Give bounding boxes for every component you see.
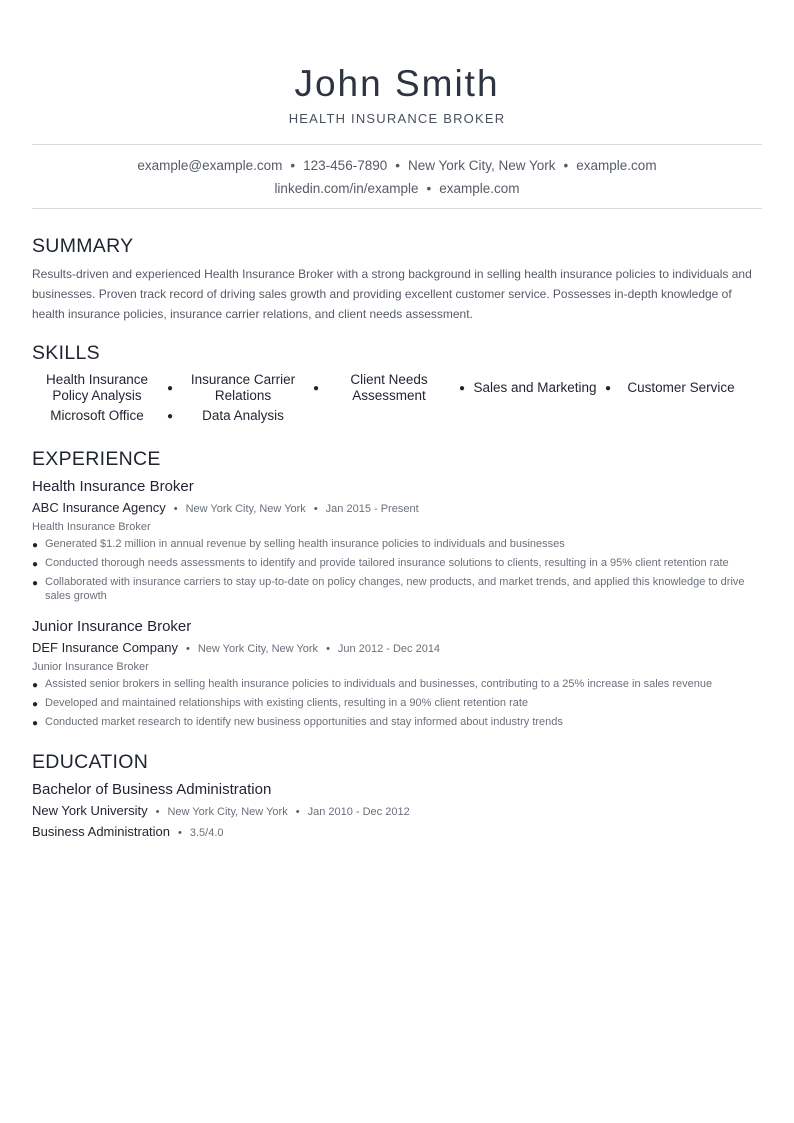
job-bullets [32,677,762,729]
summary-heading: SUMMARY [32,235,134,257]
meta-separator: • [326,643,330,655]
education-meta [32,802,762,821]
job-location: New York City, New York [185,503,306,515]
job-company: ABC Insurance Agency [32,500,166,515]
job-bullet-text: Collaborated with insurance carriers to stay up-to-date on policy changes, new products, and market trends, and applied this knowledge to drive sales growth [45,576,745,602]
skills-row [32,406,762,426]
skill-separator: ● [604,382,612,394]
meta-separator: • [313,503,318,515]
skill-separator: ● [166,410,174,422]
job-bullet [32,677,762,691]
meta-separator: • [173,503,178,515]
skills-list [32,370,762,426]
contact-separator: • [563,158,569,173]
job-meta [32,639,762,658]
meta-separator: • [185,643,190,655]
job-meta [32,499,762,518]
job-bullets [32,537,762,603]
contact-separator: • [395,158,400,173]
bullet-dot: ● [32,680,39,691]
contact-line-1 [32,154,762,177]
skill-item: Data Analysis [202,408,284,423]
job-role: Junior Insurance Broker [32,618,192,635]
job-bullet [32,556,762,570]
contact-website-2[interactable]: example.com [439,181,520,196]
job-company: DEF Insurance Company [32,640,178,655]
bullet-dot: ● [32,578,39,589]
education-gpa: 3.5/4.0 [189,827,224,839]
education-entry [32,780,762,842]
job-bullet-text: Developed and maintained relationships with existing clients, resulting in a 90% client retention rate [45,697,529,709]
contact-linkedin[interactable]: linkedin.com/in/example [274,181,419,196]
job-bullet [32,537,762,551]
job-bullet [32,575,762,603]
contact-location: New York City, New York [407,158,556,173]
education-degree: Bachelor of Business Administration [32,781,272,798]
job-dates: Jan 2015 - Present [325,503,419,515]
skill-item: Client Needs Assessment [350,372,428,403]
skill-item: Microsoft Office [50,408,144,423]
job-bullet-text: Generated $1.2 million in annual revenue by selling health insurance policies to individuals and businesses [45,538,565,550]
resume-header [32,0,762,127]
resume-page [32,0,762,842]
meta-separator: • [295,806,300,818]
job-subtitle: Health Insurance Broker [32,521,151,533]
bullet-dot: ● [32,540,39,551]
job-role: Health Insurance Broker [32,478,194,495]
contact-website[interactable]: example.com [576,158,657,173]
skill-item: Insurance Carrier Relations [190,372,296,403]
job-location: New York City, New York [197,643,319,655]
skills-row [32,370,762,406]
job-dates: Jun 2012 - Dec 2014 [337,643,441,655]
skill-separator: ● [166,382,174,394]
skill-item: Health Insurance Policy Analysis [45,372,149,403]
summary-text: Results-driven and experienced Health Insurance Broker with a strong background in selling health insurance policies to individuals and businesses. Proven track record of driving sales growth and providing excellent customer service. Possesses in-depth knowledge of health insurance policies, insurance carrier relations, and client needs assessment. [32,267,752,321]
job-bullet [32,696,762,710]
contact-separator: • [290,158,296,173]
contact-line-2 [32,177,762,200]
meta-separator: • [155,806,160,818]
education-school: New York University [32,803,148,818]
job-entry [32,477,762,603]
skill-separator: ● [458,382,466,394]
skill-separator: ● [312,382,320,394]
candidate-name: John Smith [294,63,500,104]
job-subtitle: Junior Insurance Broker [32,661,149,673]
skills-heading: SKILLS [32,342,100,364]
contact-block [32,145,762,208]
contact-phone[interactable]: 123-456-7890 [303,158,388,173]
education-heading: EDUCATION [32,751,149,773]
skill-item: Sales and Marketing [473,380,597,395]
contact-separator: • [426,181,432,196]
skill-item: Customer Service [627,380,735,395]
experience-heading: EXPERIENCE [32,448,161,470]
job-bullet-text: Conducted thorough needs assessments to identify and provide tailored insurance solutions to clients, resulting in a 95% client retention rate [45,557,729,569]
contact-divider [32,208,762,209]
candidate-title: HEALTH INSURANCE BROKER [288,111,506,126]
job-bullet-text: Conducted market research to identify new business opportunities and stay informed about industry trends [45,716,563,728]
job-bullet [32,715,762,729]
job-entry [32,617,762,729]
bullet-dot: ● [32,718,39,729]
bullet-dot: ● [32,559,39,570]
bullet-dot: ● [32,699,39,710]
education-dates: Jan 2010 - Dec 2012 [307,806,410,818]
meta-separator: • [178,827,182,839]
contact-email[interactable]: example@example.com [137,158,283,173]
job-bullet-text: Assisted senior brokers in selling health insurance policies to individuals and businesses, contributing to a 25% increase in sales revenue [45,678,713,690]
education-field: Business Administration [32,824,171,839]
education-field-row [32,823,762,842]
education-location: New York City, New York [167,806,288,818]
